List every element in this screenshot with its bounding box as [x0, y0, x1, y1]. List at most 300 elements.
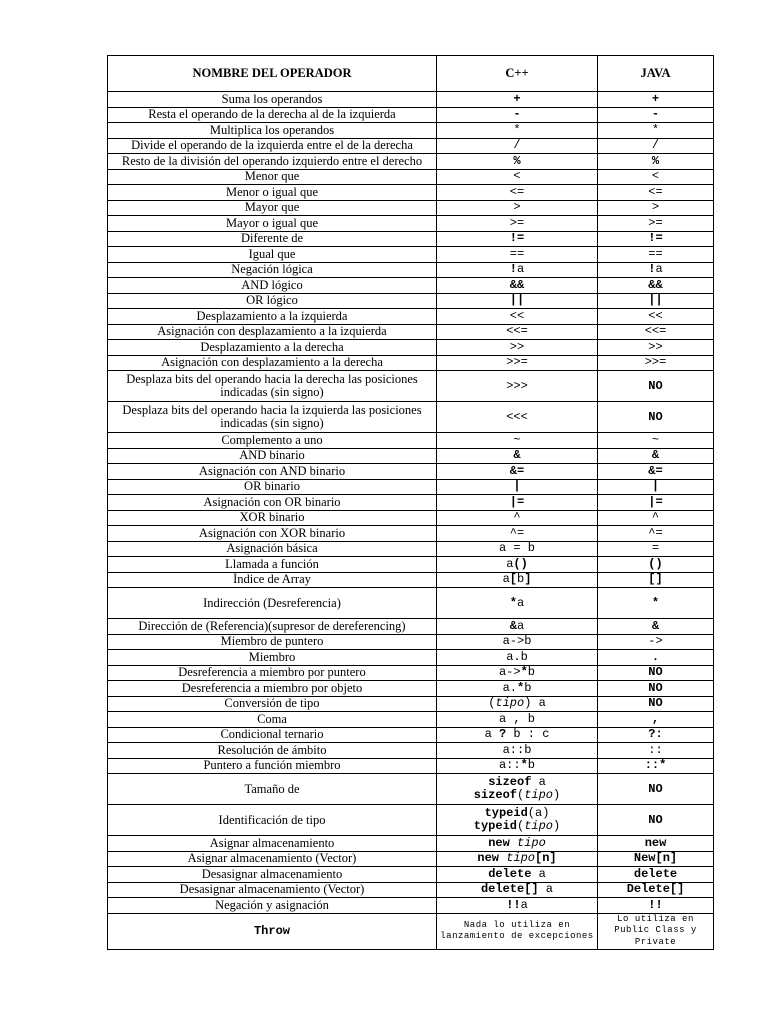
code-token: <= — [509, 184, 525, 199]
code-token: ^= — [509, 525, 525, 540]
operator-name: Asignación con OR binario — [108, 495, 437, 511]
table-row — [108, 262, 714, 278]
code-token: || — [648, 293, 663, 308]
code-token: < — [651, 169, 660, 184]
code-token: a->b — [502, 634, 532, 649]
table-row — [108, 185, 714, 201]
code-token: a = b — [498, 541, 535, 556]
java-syntax — [598, 293, 714, 309]
java-syntax — [598, 758, 714, 774]
java-syntax — [598, 619, 714, 635]
java-syntax — [598, 448, 714, 464]
table-row — [108, 200, 714, 216]
cpp-syntax — [437, 262, 598, 278]
code-token: new — [644, 835, 667, 850]
code-token: ( — [517, 788, 525, 802]
code-token: b — [517, 572, 525, 587]
table-row — [108, 650, 714, 666]
code-token: a — [520, 897, 528, 912]
java-syntax — [598, 371, 714, 402]
code-token: ~ — [651, 432, 660, 447]
operator-name: Llamada a función — [108, 557, 437, 573]
java-syntax — [598, 572, 714, 588]
java-syntax — [598, 324, 714, 340]
code-token: | — [651, 479, 660, 494]
code-token: () — [513, 556, 528, 571]
code-token: b — [527, 665, 535, 680]
table-row — [108, 402, 714, 433]
operator-name: Dirección de (Referencia)(supresor de dereferencing) — [108, 619, 437, 635]
cpp-syntax — [437, 278, 598, 294]
java-syntax — [598, 231, 714, 247]
table-row — [108, 247, 714, 263]
table-header-row — [108, 56, 714, 92]
code-token: == — [648, 246, 663, 261]
table-row — [108, 619, 714, 635]
operator-name: AND binario — [108, 448, 437, 464]
operator-name: Multiplica los operandos — [108, 123, 437, 139]
cpp-syntax — [437, 712, 598, 728]
operator-name: Asignación con AND binario — [108, 464, 437, 480]
operator-name: Asignar almacenamiento (Vector) — [108, 851, 437, 867]
operator-name: Desreferencia a miembro por puntero — [108, 665, 437, 681]
operator-name: OR binario — [108, 479, 437, 495]
operator-name: Menor que — [108, 169, 437, 185]
table-row — [108, 92, 714, 108]
throw-cpp-note: Nada lo utiliza en lanzamiento de excepciones — [437, 913, 598, 949]
code-token: [n] — [535, 851, 557, 866]
operator-name: Menor o igual que — [108, 185, 437, 201]
throw-row — [108, 913, 714, 949]
code-token: typeid — [484, 806, 528, 820]
code-token: a — [517, 595, 525, 610]
cpp-syntax — [437, 123, 598, 139]
code-token: a — [531, 775, 546, 789]
java-syntax — [598, 200, 714, 216]
table-row — [108, 758, 714, 774]
table-row — [108, 557, 714, 573]
table-row — [108, 371, 714, 402]
code-token: a::b — [502, 742, 532, 757]
operator-name: Desasignar almacenamiento (Vector) — [108, 882, 437, 898]
code-token: () — [648, 556, 663, 571]
code-token: |= — [509, 494, 525, 509]
cpp-syntax — [437, 293, 598, 309]
code-token: |= — [648, 494, 663, 509]
java-syntax — [598, 851, 714, 867]
cpp-syntax — [437, 650, 598, 666]
code-token: * — [651, 595, 660, 610]
code-token: * — [651, 122, 660, 137]
cpp-syntax — [437, 154, 598, 170]
operator-name: Asignación con desplazamiento a la izquierda — [108, 324, 437, 340]
java-syntax — [598, 743, 714, 759]
code-token: !! — [506, 897, 521, 912]
table-row — [108, 479, 714, 495]
code-token: ::* — [644, 758, 667, 773]
code-token: < — [513, 169, 521, 184]
code-token: a — [531, 866, 546, 881]
code-token: b — [527, 758, 535, 773]
code-token: << — [509, 308, 525, 323]
operator-name: Negación lógica — [108, 262, 437, 278]
code-token: [] — [648, 572, 663, 587]
table-row — [108, 712, 714, 728]
table-row — [108, 774, 714, 805]
code-token: & — [509, 618, 517, 633]
java-syntax — [598, 836, 714, 852]
java-syntax — [598, 355, 714, 371]
code-token: a. — [502, 680, 517, 695]
java-syntax — [598, 185, 714, 201]
code-token: a — [517, 262, 525, 277]
java-syntax — [598, 278, 714, 294]
code-token: & — [651, 448, 660, 463]
code-token: <<= — [506, 324, 528, 339]
code-token: [ — [509, 572, 517, 587]
cpp-syntax — [437, 340, 598, 356]
cpp-syntax — [437, 743, 598, 759]
table-row — [108, 541, 714, 557]
cpp-syntax — [437, 216, 598, 232]
code-token: ~ — [513, 432, 521, 447]
code-token: . — [651, 649, 660, 664]
code-token: a — [538, 882, 553, 897]
code-token: , — [651, 711, 660, 726]
java-syntax — [598, 650, 714, 666]
table-row — [108, 727, 714, 743]
code-token: a — [506, 556, 514, 571]
java-syntax — [598, 696, 714, 712]
java-syntax — [598, 262, 714, 278]
code-token: * — [520, 665, 528, 680]
code-token: new — [477, 851, 499, 866]
java-syntax — [598, 712, 714, 728]
code-token: * — [509, 595, 517, 610]
table-row — [108, 743, 714, 759]
cpp-syntax — [437, 665, 598, 681]
code-token: >= — [648, 215, 663, 230]
code-token: >>= — [506, 355, 528, 370]
header-cpp: C++ — [437, 56, 598, 92]
operator-name: Coma — [108, 712, 437, 728]
cpp-syntax — [437, 898, 598, 914]
cpp-syntax — [437, 464, 598, 480]
cpp-syntax — [437, 526, 598, 542]
java-syntax — [598, 526, 714, 542]
table-body — [108, 92, 714, 914]
cpp-syntax — [437, 588, 598, 619]
code-token: &= — [509, 463, 525, 478]
code-token: tipo — [524, 819, 554, 833]
operator-name: Negación y asignación — [108, 898, 437, 914]
code-token: >>> — [506, 378, 528, 393]
cpp-syntax — [437, 634, 598, 650]
table-row — [108, 293, 714, 309]
code-token: >> — [509, 339, 525, 354]
cpp-syntax — [437, 479, 598, 495]
operator-name: Desplaza bits del operando hacia la derecha las posiciones indicadas (sin signo) — [108, 371, 437, 402]
operator-name: Asignación con XOR binario — [108, 526, 437, 542]
operator-name: Indirección (Desreferencia) — [108, 588, 437, 619]
table-row — [108, 154, 714, 170]
code-token: ! — [648, 262, 656, 277]
cpp-syntax — [437, 231, 598, 247]
code-token: & — [513, 448, 521, 463]
code-token: typeid — [473, 819, 517, 833]
code-token: sizeof — [473, 788, 517, 802]
code-token: New[n] — [633, 851, 678, 866]
operator-name: Suma los operandos — [108, 92, 437, 108]
code-token: NO — [648, 378, 663, 393]
code-token: ^ — [513, 510, 521, 525]
operator-name: Resta el operando de la derecha al de la izquierda — [108, 107, 437, 123]
table-row — [108, 805, 714, 836]
code-token: / — [513, 138, 521, 153]
java-syntax — [598, 541, 714, 557]
cpp-syntax — [437, 758, 598, 774]
operator-name: Desplaza bits del operando hacia la izquierda las posiciones indicadas (sin signo) — [108, 402, 437, 433]
code-token: delete — [633, 866, 678, 881]
operator-name: Resto de la división del operando izquierdo entre el derecho — [108, 154, 437, 170]
operator-name: Desplazamiento a la izquierda — [108, 309, 437, 325]
table-row — [108, 572, 714, 588]
cpp-syntax — [437, 619, 598, 635]
code-token: NO — [648, 812, 663, 827]
table-row — [108, 867, 714, 883]
code-token: ? — [498, 727, 507, 742]
java-syntax — [598, 774, 714, 805]
java-syntax — [598, 727, 714, 743]
operator-name: Puntero a función miembro — [108, 758, 437, 774]
code-token: | — [513, 479, 521, 494]
cpp-syntax — [437, 355, 598, 371]
table-row — [108, 634, 714, 650]
code-token: tipo — [517, 835, 546, 850]
code-token: * — [520, 758, 528, 773]
table-row — [108, 851, 714, 867]
operator-name: Divide el operando de la izquierda entre el de la derecha — [108, 138, 437, 154]
table-row — [108, 510, 714, 526]
code-token: <<= — [644, 324, 667, 339]
code-token: ! — [509, 262, 517, 277]
code-token: ) a — [524, 696, 546, 711]
java-syntax — [598, 510, 714, 526]
code-token: != — [509, 231, 525, 246]
java-syntax — [598, 882, 714, 898]
cpp-syntax — [437, 681, 598, 697]
code-token: - — [651, 107, 660, 122]
code-token: NO — [648, 665, 663, 680]
java-syntax — [598, 107, 714, 123]
operator-name: Índice de Array — [108, 572, 437, 588]
operator-name: Asignación básica — [108, 541, 437, 557]
code-token: % — [651, 153, 660, 168]
throw-name: Throw — [108, 913, 437, 949]
operator-name: Diferente de — [108, 231, 437, 247]
java-syntax — [598, 123, 714, 139]
java-syntax — [598, 805, 714, 836]
cpp-syntax — [437, 805, 598, 836]
cpp-syntax — [437, 836, 598, 852]
operator-name: Tamaño de — [108, 774, 437, 805]
code-token: <<< — [506, 409, 528, 424]
table-row — [108, 231, 714, 247]
cpp-syntax — [437, 510, 598, 526]
java-syntax — [598, 169, 714, 185]
cpp-syntax — [437, 309, 598, 325]
cpp-syntax — [437, 138, 598, 154]
code-token: NO — [648, 409, 663, 424]
cpp-syntax — [437, 200, 598, 216]
cpp-syntax — [437, 247, 598, 263]
code-token: a-> — [498, 665, 521, 680]
code-token: Delete[] — [626, 882, 685, 897]
code-token: a — [655, 262, 663, 277]
java-syntax — [598, 867, 714, 883]
cpp-syntax — [437, 774, 598, 805]
cpp-syntax — [437, 541, 598, 557]
operator-name: XOR binario — [108, 510, 437, 526]
code-token: :: — [648, 742, 663, 757]
header-operator-name: NOMBRE DEL OPERADOR — [108, 56, 437, 92]
java-syntax — [598, 588, 714, 619]
code-token: (a) — [527, 806, 550, 820]
code-token: * — [513, 122, 521, 137]
code-token: + — [651, 91, 660, 106]
java-syntax — [598, 557, 714, 573]
cpp-syntax — [437, 92, 598, 108]
code-token: a — [484, 727, 499, 742]
table-row — [108, 324, 714, 340]
code-token: >> — [648, 339, 663, 354]
code-token: & — [651, 618, 660, 633]
code-token: == — [509, 246, 525, 261]
table-row — [108, 464, 714, 480]
code-token: >>= — [644, 355, 667, 370]
operator-name: Mayor o igual que — [108, 216, 437, 232]
table-row — [108, 216, 714, 232]
code-token: = — [651, 541, 660, 556]
java-syntax — [598, 154, 714, 170]
operator-name: Conversión de tipo — [108, 696, 437, 712]
table-row — [108, 665, 714, 681]
table-row — [108, 107, 714, 123]
cpp-syntax — [437, 448, 598, 464]
operator-table — [107, 55, 714, 950]
code-token: NO — [648, 680, 663, 695]
cpp-syntax — [437, 371, 598, 402]
table-row — [108, 355, 714, 371]
code-token: ) — [553, 788, 561, 802]
code-token: ( — [517, 819, 525, 833]
table-row — [108, 278, 714, 294]
java-syntax — [598, 138, 714, 154]
cpp-syntax — [437, 557, 598, 573]
operator-name: Mayor que — [108, 200, 437, 216]
cpp-syntax — [437, 696, 598, 712]
cpp-syntax — [437, 185, 598, 201]
code-token: ^= — [648, 525, 663, 540]
code-token: - — [513, 107, 521, 122]
code-token: -> — [648, 634, 663, 649]
code-token: % — [513, 153, 521, 168]
code-token: ^ — [651, 510, 660, 525]
table-row — [108, 836, 714, 852]
cpp-syntax — [437, 169, 598, 185]
cpp-syntax — [437, 851, 598, 867]
java-syntax — [598, 340, 714, 356]
cpp-syntax — [437, 402, 598, 433]
code-token: b : c — [506, 727, 550, 742]
java-syntax — [598, 402, 714, 433]
java-syntax — [598, 464, 714, 480]
java-syntax — [598, 634, 714, 650]
operator-name: Complemento a uno — [108, 433, 437, 449]
code-token: a — [502, 572, 510, 587]
operator-name: Desasignar almacenamiento — [108, 867, 437, 883]
code-token: NO — [648, 781, 663, 796]
code-token: ] — [524, 572, 532, 587]
table-row — [108, 448, 714, 464]
operator-name: Desplazamiento a la derecha — [108, 340, 437, 356]
cpp-syntax — [437, 572, 598, 588]
cpp-syntax — [437, 882, 598, 898]
code-token: > — [513, 200, 521, 215]
code-token: delete — [488, 866, 532, 881]
code-token: ?: — [648, 727, 663, 742]
code-token: && — [648, 277, 663, 292]
cpp-syntax — [437, 495, 598, 511]
code-token: ) — [553, 819, 561, 833]
operator-name: OR lógico — [108, 293, 437, 309]
code-token — [510, 836, 517, 850]
operator-name: AND lógico — [108, 278, 437, 294]
code-token: >= — [509, 215, 525, 230]
cpp-syntax — [437, 324, 598, 340]
java-syntax — [598, 495, 714, 511]
code-token: a:: — [498, 758, 521, 773]
throw-java-note: Lo utiliza en Public Class y Private — [598, 913, 714, 949]
code-token: && — [509, 277, 525, 292]
code-token: > — [651, 200, 660, 215]
operator-name: Miembro de puntero — [108, 634, 437, 650]
code-token: delete[] — [480, 882, 539, 897]
code-token: new — [488, 835, 510, 850]
java-syntax — [598, 681, 714, 697]
code-token: &= — [648, 463, 663, 478]
operator-name: Resolución de ámbito — [108, 743, 437, 759]
code-token: a , b — [498, 711, 535, 726]
code-token: ( — [488, 696, 496, 711]
header-java: JAVA — [598, 56, 714, 92]
operator-name: Condicional ternario — [108, 727, 437, 743]
cpp-syntax — [437, 867, 598, 883]
cpp-syntax — [437, 107, 598, 123]
code-token: a.b — [506, 649, 528, 664]
code-token: tipo — [524, 788, 554, 802]
code-token: + — [513, 91, 521, 106]
operator-name: Identificación de tipo — [108, 805, 437, 836]
table-row — [108, 340, 714, 356]
java-syntax — [598, 92, 714, 108]
code-token: tipo — [495, 696, 525, 711]
code-token: || — [509, 293, 525, 308]
table-row — [108, 309, 714, 325]
operator-name: Desreferencia a miembro por objeto — [108, 681, 437, 697]
code-token: * — [517, 680, 525, 695]
code-token: b — [524, 680, 532, 695]
